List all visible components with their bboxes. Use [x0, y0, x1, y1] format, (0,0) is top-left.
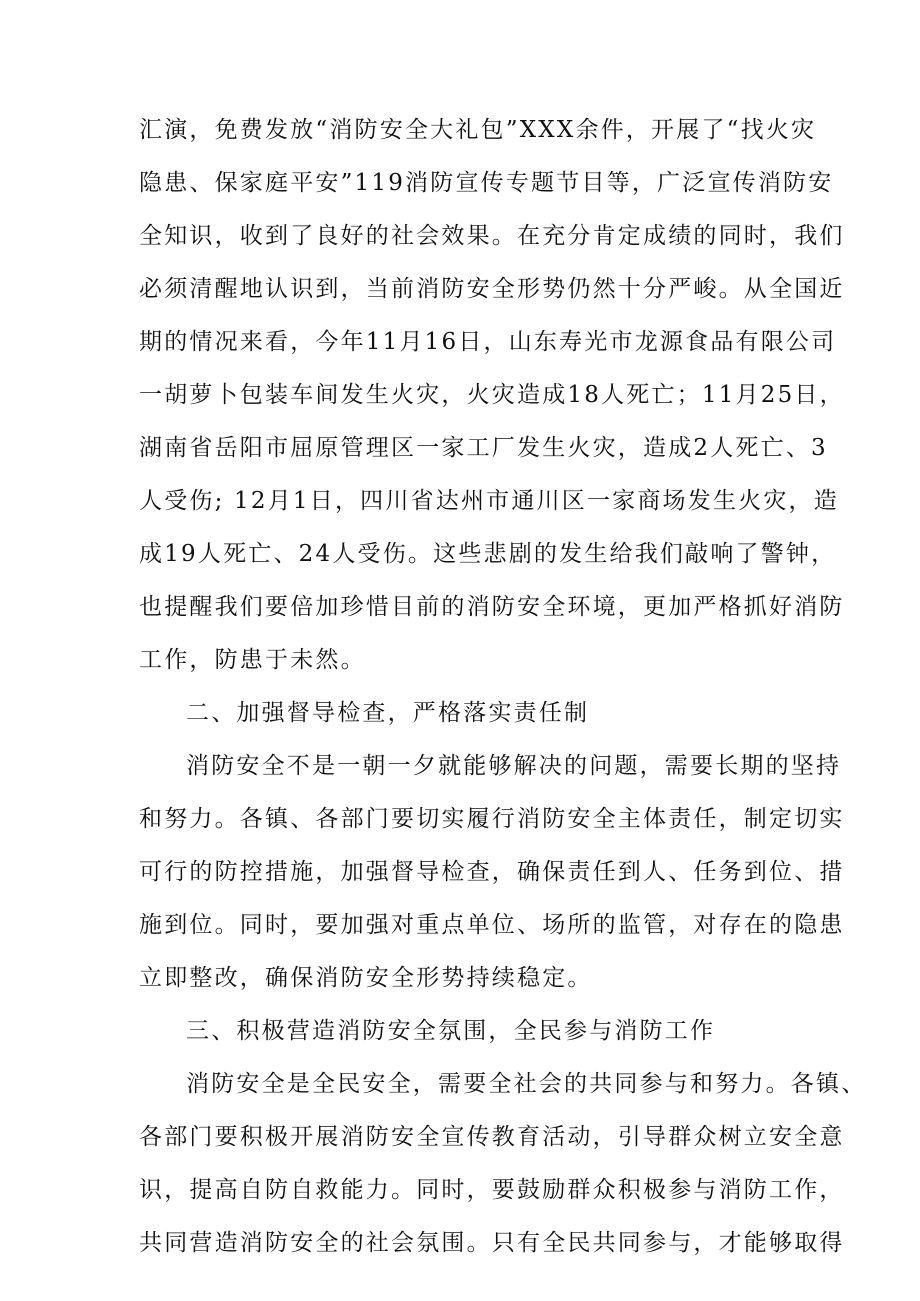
text-line: 汇演，免费发放“消防安全大礼包”XXX余件，开展了“找火灾 — [139, 117, 817, 143]
section-heading: 三、积极营造消防安全氛围，全民参与消防工作 — [186, 1018, 716, 1044]
paragraph-first-line: 消防安全不是一朝一夕就能够解决的问题，需要长期的坚持 — [186, 753, 842, 779]
text-line: 隐患、保家庭平安”119消防宣传专题节目等，广泛宣传消防安 — [139, 170, 834, 196]
text-line: 施到位。同时，要加强对重点单位、场所的监管，对存在的隐患 — [139, 912, 845, 938]
text-line: 必须清醒地认识到，当前消防安全形势仍然十分严峻。从全国近 — [139, 276, 845, 302]
text-line: 识，提高自防自救能力。同时，要鼓励群众积极参与消防工作， — [139, 1177, 845, 1203]
text-line: 期的情况来看，今年11月16日，山东寿光市龙源食品有限公司 — [139, 329, 837, 355]
text-line: 工作，防患于未然。 — [139, 647, 366, 673]
text-line: 人受伤; 12月1日，四川省达州市通川区一家商场发生火灾，造 — [139, 488, 839, 514]
text-line: 共同营造消防安全的社会氛围。只有全民共同参与，才能够取得 — [139, 1230, 845, 1256]
text-line: 一胡萝卜包装车间发生火灾，火灾造成18人死亡；11月25日， — [139, 382, 845, 408]
text-line: 和努力。各镇、各部门要切实履行消防安全主体责任，制定切实 — [139, 806, 845, 832]
text-line: 也提醒我们要倍加珍惜目前的消防安全环境，更加严格抓好消防 — [139, 594, 845, 620]
text-line: 湖南省岳阳市屈原管理区一家工厂发生火灾，造成2人死亡、3 — [139, 435, 828, 461]
paragraph-first-line: 消防安全是全民安全，需要全社会的共同参与和努力。各镇、 — [186, 1071, 867, 1097]
section-heading: 二、加强督导检查，严格落实责任制 — [186, 700, 590, 726]
text-line: 可行的防控措施，加强督导检查，确保责任到人、任务到位、措 — [139, 859, 845, 885]
text-line: 各部门要积极开展消防安全宣传教育活动，引导群众树立安全意 — [139, 1124, 845, 1150]
text-line: 成19人死亡、24人受伤。这些悲剧的发生给我们敲响了警钟， — [139, 541, 837, 567]
text-line: 全知识，收到了良好的社会效果。在充分肯定成绩的同时，我们 — [139, 223, 845, 249]
text-line: 立即整改，确保消防安全形势持续稳定。 — [139, 965, 593, 991]
